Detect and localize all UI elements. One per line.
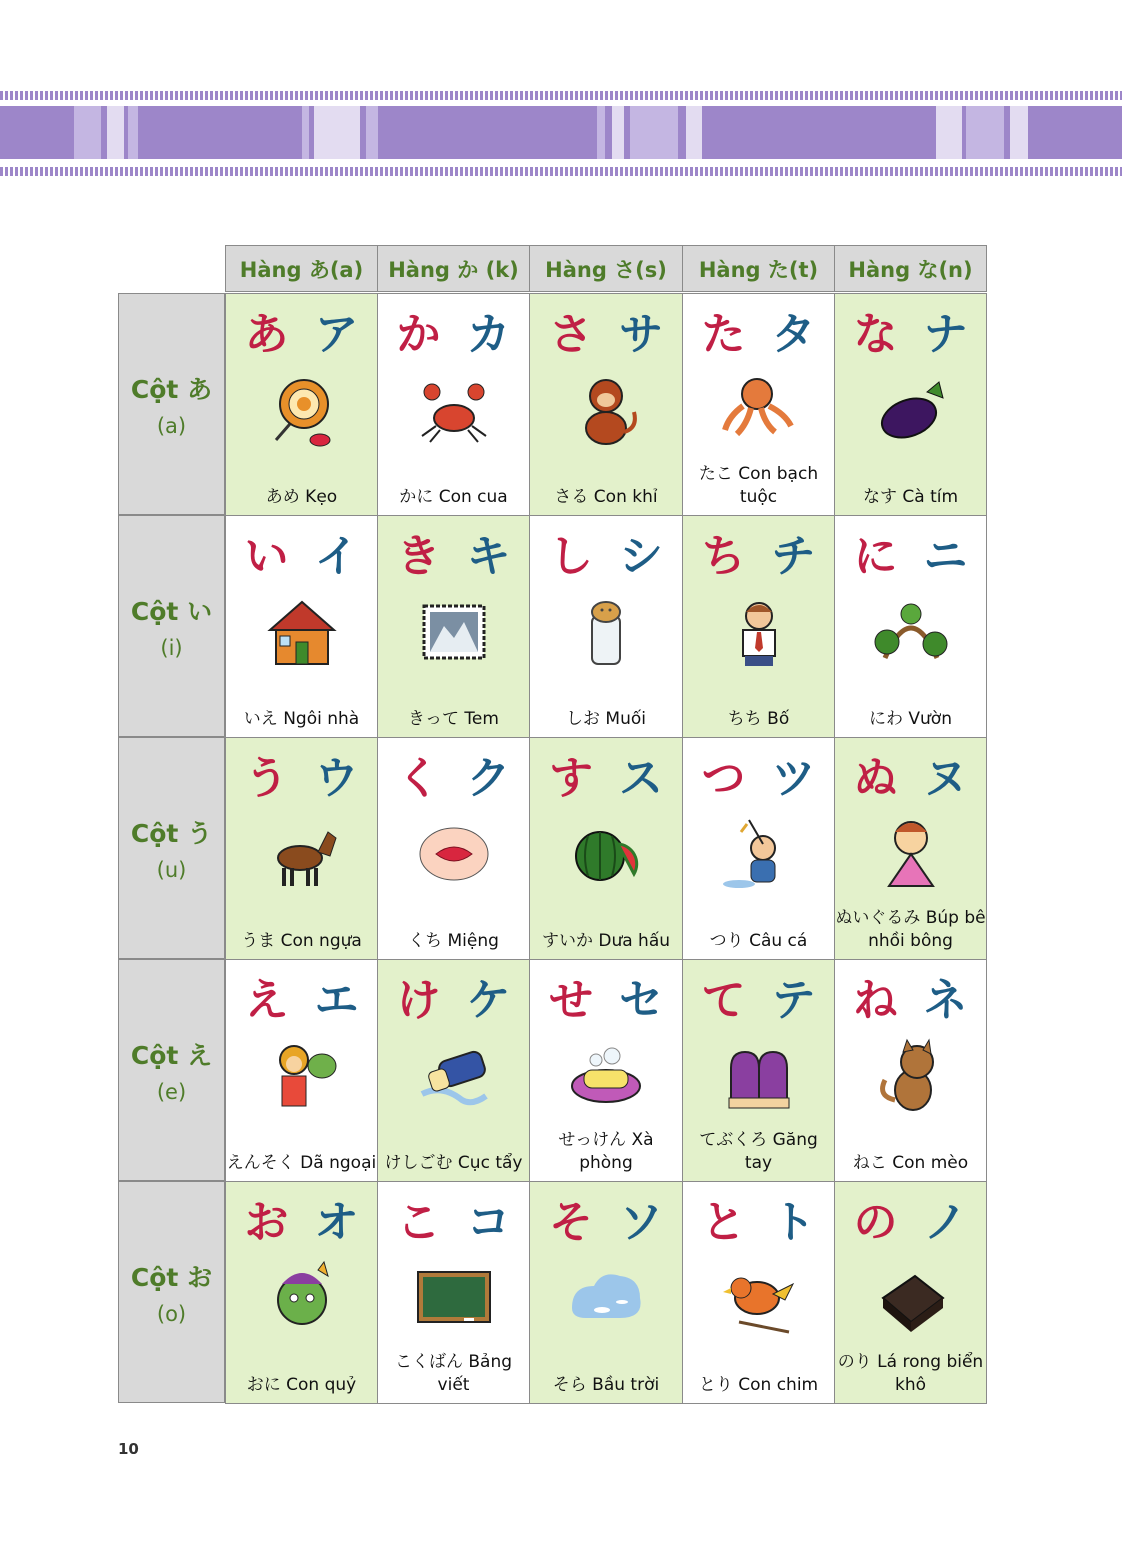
hiragana-char: の — [853, 1197, 898, 1248]
cell-caption: そら Bầu trời — [552, 1375, 660, 1395]
katakana-char: チ — [771, 531, 816, 582]
doll-icon — [871, 814, 951, 894]
kana-cell — [225, 515, 378, 738]
fishing-icon — [719, 814, 799, 894]
kana-cell — [225, 959, 378, 1182]
kana-cell — [377, 737, 530, 960]
row-title: Cột お — [130, 1263, 213, 1292]
kana-cell — [225, 737, 378, 960]
cell-caption: せっけん Xà phòng — [558, 1130, 654, 1173]
kana-cell — [834, 1181, 987, 1404]
garden-icon — [871, 592, 951, 672]
hiragana-char: き — [396, 531, 441, 582]
column-header: Hàng な(n) — [834, 245, 987, 292]
row-header — [118, 293, 225, 515]
hiragana-char: い — [244, 531, 289, 582]
hiragana-char: し — [549, 531, 593, 582]
katakana-char: シ — [619, 531, 663, 582]
watermelon-icon — [566, 814, 646, 894]
column-header: Hàng さ(s) — [529, 245, 683, 292]
hiragana-char: と — [701, 1197, 746, 1248]
gloves-icon — [719, 1036, 799, 1116]
candy-icon — [262, 370, 342, 450]
cell-caption: てぶくろ Găng tay — [699, 1130, 818, 1173]
katakana-char: ス — [619, 753, 663, 804]
row-romaji: (a) — [156, 414, 187, 438]
sky-icon — [566, 1258, 646, 1338]
cell-caption: とり Con chim — [698, 1375, 819, 1395]
eraser-icon — [414, 1036, 494, 1116]
kana-cell — [834, 515, 987, 738]
row-title: Cột う — [130, 819, 213, 848]
kana-cell — [834, 293, 987, 516]
cat-icon — [871, 1036, 951, 1116]
kana-cell — [377, 959, 530, 1182]
header-stripe-top — [0, 91, 1122, 100]
cell-caption: けしごむ Cục tẩy — [384, 1153, 523, 1173]
row-title: Cột い — [130, 597, 213, 626]
column-header: Hàng た(t) — [682, 245, 835, 292]
katakana-char: ク — [466, 753, 511, 804]
cell-caption: にわ Vườn — [869, 709, 952, 729]
cell-caption: うま Con ngựa — [241, 931, 362, 951]
hiragana-char: う — [244, 753, 289, 804]
row-header — [118, 959, 225, 1181]
monkey-icon — [566, 370, 646, 450]
kana-cell — [682, 293, 835, 516]
kana-cell — [225, 1181, 378, 1404]
cell-caption: あめ Kẹo — [265, 487, 338, 507]
katakana-char: セ — [619, 975, 663, 1026]
hiragana-char: え — [244, 975, 289, 1026]
octopus-icon — [719, 370, 799, 450]
katakana-char: タ — [771, 309, 816, 360]
kana-cell — [529, 737, 683, 960]
row-romaji: (u) — [156, 858, 187, 882]
kana-cell — [682, 515, 835, 738]
katakana-char: イ — [314, 531, 359, 582]
hiragana-char: て — [701, 975, 746, 1026]
kana-cell — [529, 515, 683, 738]
hiragana-char: ね — [853, 975, 898, 1026]
row-romaji: (o) — [156, 1302, 187, 1326]
cell-caption: ぬいぐるみ Búp bê nhồi bông — [835, 908, 986, 951]
katakana-char: ア — [314, 309, 359, 360]
row-title: Cột あ — [130, 375, 213, 404]
kana-cell — [529, 1181, 683, 1404]
row-header — [118, 515, 225, 737]
kana-cell — [834, 959, 987, 1182]
katakana-char: ケ — [466, 975, 511, 1026]
kana-cell — [834, 737, 987, 960]
katakana-char: オ — [314, 1197, 359, 1248]
katakana-char: ネ — [923, 975, 968, 1026]
row-romaji: (e) — [156, 1080, 187, 1104]
katakana-char: キ — [466, 531, 511, 582]
cell-caption: かに Con cua — [399, 487, 508, 507]
kana-cell — [225, 293, 378, 516]
katakana-char: ノ — [923, 1197, 968, 1248]
katakana-char: ウ — [314, 753, 359, 804]
cell-caption: のり Lá rong biển khô — [837, 1352, 984, 1395]
crab-icon — [414, 370, 494, 450]
katakana-char: ソ — [619, 1197, 663, 1248]
hiragana-char: さ — [549, 309, 593, 360]
row-romaji: (i) — [160, 636, 183, 660]
horse-icon — [262, 814, 342, 894]
katakana-char: テ — [771, 975, 816, 1026]
katakana-char: サ — [619, 309, 663, 360]
header-band — [0, 106, 1122, 159]
column-header: Hàng あ(a) — [225, 245, 378, 292]
hiragana-char: ぬ — [853, 753, 898, 804]
hiragana-char: な — [853, 309, 898, 360]
house-icon — [262, 592, 342, 672]
hiragana-char: ち — [701, 531, 746, 582]
seaweed-icon — [871, 1258, 951, 1338]
katakana-char: カ — [466, 309, 511, 360]
cell-caption: しお Muối — [566, 709, 646, 729]
cell-caption: ちち Bố — [727, 709, 790, 729]
blackboard-icon — [414, 1258, 494, 1338]
hiragana-char: そ — [549, 1197, 593, 1248]
mouth-icon — [414, 814, 494, 894]
kana-cell — [377, 1181, 530, 1404]
hiragana-char: せ — [549, 975, 593, 1026]
bird-icon — [719, 1258, 799, 1338]
kana-cell — [529, 293, 683, 516]
hiragana-char: く — [396, 753, 441, 804]
cell-caption: ねこ Con mèo — [852, 1153, 969, 1173]
eggplant-icon — [871, 370, 951, 450]
hiragana-char: に — [853, 531, 898, 582]
header-stripe-bottom — [0, 167, 1122, 176]
hiragana-char: つ — [701, 753, 746, 804]
row-header — [118, 1181, 225, 1403]
hiragana-char: け — [396, 975, 441, 1026]
cell-caption: すいか Dưa hấu — [541, 931, 671, 951]
hiragana-char: た — [701, 309, 746, 360]
kana-cell — [529, 959, 683, 1182]
katakana-char: ト — [771, 1197, 816, 1248]
cell-caption: こくばん Bảng viết — [394, 1352, 513, 1395]
kana-cell — [682, 1181, 835, 1404]
kana-cell — [377, 515, 530, 738]
cell-caption: つり Câu cá — [709, 931, 808, 951]
hiragana-char: あ — [244, 309, 289, 360]
row-header — [118, 737, 225, 959]
hiragana-char: こ — [396, 1197, 441, 1248]
row-title: Cột え — [130, 1041, 213, 1070]
katakana-char: エ — [314, 975, 359, 1026]
kana-cell — [682, 737, 835, 960]
cell-caption: なす Cà tím — [862, 487, 959, 507]
stamp-icon — [414, 592, 494, 672]
katakana-char: コ — [466, 1197, 511, 1248]
cell-caption: さる Con khỉ — [554, 487, 658, 507]
hiragana-char: お — [244, 1197, 289, 1248]
cell-caption: きって Tem — [408, 709, 499, 729]
column-header: Hàng か (k) — [377, 245, 530, 292]
soap-icon — [566, 1036, 646, 1116]
father-icon — [719, 592, 799, 672]
katakana-char: ヌ — [923, 753, 968, 804]
katakana-char: ツ — [771, 753, 816, 804]
cell-caption: えんそく Dã ngoại — [226, 1153, 377, 1173]
hiragana-char: す — [549, 753, 593, 804]
salt-shaker-icon — [566, 592, 646, 672]
kana-cell — [682, 959, 835, 1182]
cell-caption: たこ Con bạch tuộc — [698, 464, 819, 507]
picnic-icon — [262, 1036, 342, 1116]
kana-cell — [377, 293, 530, 516]
katakana-char: ニ — [923, 531, 968, 582]
cell-caption: いえ Ngôi nhà — [243, 709, 360, 729]
hiragana-char: か — [396, 309, 441, 360]
page-number: 10 — [118, 1440, 139, 1458]
demon-icon — [262, 1258, 342, 1338]
katakana-char: ナ — [923, 309, 968, 360]
cell-caption: おに Con quỷ — [246, 1375, 357, 1395]
cell-caption: くち Miệng — [408, 931, 499, 951]
